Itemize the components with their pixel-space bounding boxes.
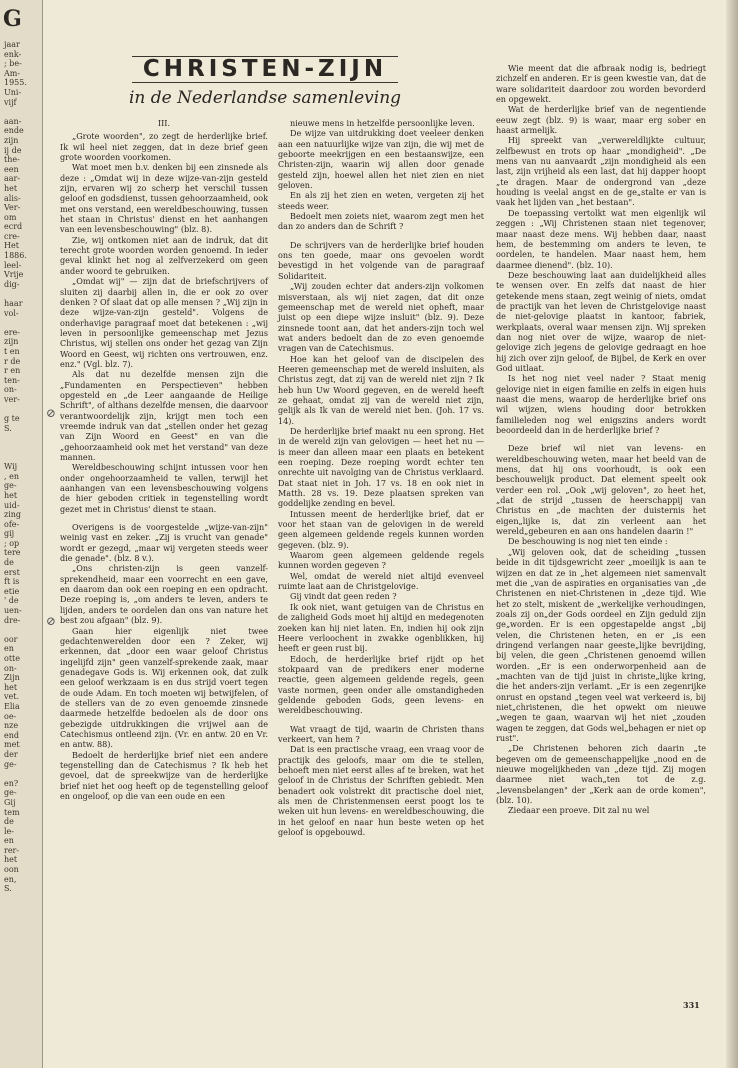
article-title: CHRISTEN-ZIJN xyxy=(142,56,388,82)
article-subtitle: in de Nederlandse samenleving xyxy=(128,88,402,108)
adjacent-page-margin xyxy=(0,0,43,1068)
paragraph: En als zij het zien en weten, vergeten zij het steeds weer. xyxy=(278,190,484,211)
paragraph: De toepassing vertolkt wat men eigenlijk wil zeggen : „Wij Christenen staan niet tegenover, maar naast deze mens. Wij hebben daar, naast hem, de bestemming om anders te leven, te oordelen, te handelen. Maar naast hem, hem daarmee dienend". (blz. 10). xyxy=(496,207,706,270)
paragraph: Gij vindt dat geen reden ? xyxy=(290,591,397,602)
paragraph: Ziedaar een proeve. Dit zal nu wel xyxy=(508,805,650,816)
paragraph: De herderlijke brief maakt nu een sprong. Het in de wereld zijn van gelovigen — heet het nu — is meer dan alleen maar een plaats en betekent een roeping. Deze roeping wordt echter ten onrechte uit navolging van de Christus verklaard. Dat staat niet in Joh. 17 vs. 18 en ook niet in Matth. 28 vs. 19. Deze plaatsen spreken van goddelijke zending en bevel. xyxy=(278,425,484,509)
paragraph: Wat de herderlijke brief van de negentiende eeuw zegt (blz. 9) is waar, maar erg sober en haast armelijk. xyxy=(496,104,706,136)
paragraph: Bedoelt de herderlijke brief niet een andere tegenstelling dan de Catechismus ? Ik heb het gevoel, dat de spreekwijze van de herderlijke brief niet het oog heeft op de tegenstelling geloof en ongeloof, op die van een oude en een xyxy=(60,749,268,801)
paragraph: Wat vraagt de tijd, waarin de Christen thans verkeert, van hem ? xyxy=(278,723,484,744)
paragraph: De wijze van uitdrukking doet veeleer denken aan een natuurlijke wijze van zijn, die wij met de geboorte meekrijgen en een bestaanswijze, een Christen-zijn, waarin wij allen door genade gesteld zijn, hoewel allen het niet zien en niet geloven. xyxy=(278,128,484,191)
paragraph: Hoe kan het geloof van de discipelen des Heeren gemeenschap met de wereld insluiten, als Christus zegt, dat zij van de wereld niet zijn ? Ik heb hun Uw Woord gegeven, en de wereld heeft ze gehaat, omdat zij van de wereld niet zijn, gelijk als Ik van de wereld niet ben. (Joh. 17 vs. 14). xyxy=(278,353,484,426)
paragraph: Deze beschouwing laat aan duidelijkheid alles te wensen over. En zelfs dat naast de hier getekende mens staan, zegt weinig of niets, omdat de practijk van het leven de Christgelovige naast de niet-gelovige plaatst in kantoor, fabriek, werkplaats, overal waar mensen zijn. Wij spreken dan nog niet over de wijze, waarop de niet-gelovige zich jegens de gelovige gedraagt en hoe hij zich over zijn geloof, de Bijbel, de Kerk en over God uitlaat. xyxy=(496,269,706,373)
paragraph: „Ons christen-zijn is geen vanzelf-sprekendheid, maar een voorrecht en een gave, en daarom dan ook een roeping en een opdracht. Deze roeping is, „om anders te leven, anders te lijden, anders te oordelen dan ons van nature het best zou afgaan" (blz. 9). xyxy=(60,563,268,626)
paragraph: Ik ook niet, want getuigen van de Christus en de zaligheid Gods moet hij altijd en medegenoten zoeken kan hij niet laten. En, indien hij ook zijn Heere verloochent in zwakke ogenblikken, hij heeft er geen rust bij. xyxy=(278,601,484,654)
paragraph: Is het nog niet veel nader ? Staat menig gelovige niet in eigen familie en zelfs in eigen huis naast die mens, waarop de herderlijke brief ons wil wijzen, wiens houding door betrokken familieleden nog wel enigszins anders wordt beoordeeld dan in de herderlijke brief ? xyxy=(496,373,706,436)
paragraph: „Wij zouden echter dat anders-zijn volkomen misverstaan, als wij niet zagen, dat dit onze gemeenschap met de wereld niet opheft, maar juist op een diepe wijze insluit" (blz. 9). Deze zinsnede toont aan, dat het anders-zijn toch wel wat anders bedoelt dan de zo even genoemde vragen van de Catechismus. xyxy=(278,281,484,354)
paragraph: Wel, omdat de wereld niet altijd evenveel ruimte laat aan de Christgelovige. xyxy=(278,570,484,592)
paragraph: Wereldbeschouwing schijnt intussen voor hen onder ongehoorzaamheid te vallen, terwijl het aanhangen van een levensbeschouwing volgens de hier geboden critiek in tegenstelling wordt gezet met in Christus' dienst te staan. xyxy=(60,462,268,514)
adjacent-page-text: jaar enk- ; be- Am- 1955. Uni- vijf aan- ende zijn ij de the- een aar- het alis- Ver- om ecrd cre- Het 1886. leel- Vrije dig- haar vol- ere- zijn t en r de r en ten- on- ver- g te S. Wij , en ge- het uid- zing ofe- gij ; op tere de erst ft is etie ' de uen- dre- oor en otte on- Zijn het vet. Elia oe- nze end met der ge- en? ge- Gij tem de le- en rer- het oon en, S. xyxy=(4,40,27,894)
paragraph: „Omdat wij" — zijn dat de briefschrijvers of sluiten zij daarbij allen in, die er ook zo over denken ? Of slaat dat op alle mensen ? „Wij zijn in deze wijze-van-zijn gesteld". Volgens de onderhavige paragraaf moet dat betekenen : „wij leven in persoonlijke gemeenschap met Jezus Christus, wij stellen ons onder het gezag van Zijn Woord en Geest, wij richten ons vertrouwen, enz. enz." (Vgl. blz. 7). xyxy=(60,276,268,369)
paragraph: De beschouwing is nog niet ten einde : xyxy=(508,536,668,547)
paragraph: Wie meent dat die afbraak nodig is, bedriegt zichzelf en anderen. Er is geen kwestie van, dat de ware solidariteit daardoor zou worden bevorderd en opgewekt. xyxy=(496,63,706,105)
paragraph: nieuwe mens in hetzelfde persoonlijke leven. xyxy=(290,118,475,128)
column-2 xyxy=(278,118,484,837)
paragraph: „Grote woorden", zo zegt de herderlijke brief. Ik wil heel niet zeggen, dat in deze brief geen grote woorden voorkomen. xyxy=(60,131,268,163)
page-number: 331 xyxy=(683,1000,700,1010)
paragraph: Bedoelt men zoiets niet, waarom zegt men het dan zo anders dan de Schrift ? xyxy=(278,211,484,232)
paragraph: Wat moet men b.v. denken bij een zinsnede als deze : „Omdat wij in deze wijze-van-zijn gesteld zijn, ervaren wij zo scherp het verschil tussen geloof en godsdienst, tussen gehoorzaamheid, ook met ons verstand, een wereldbeschouwing, tussen het staan in Christus' dienst en het aanhangen van een levensbeschouwing" (blz. 8). xyxy=(60,162,268,235)
paragraph: Dat is een practische vraag, een vraag voor de practijk des geloofs, maar om die te stellen, behoeft men niet eerst alles af te breken, wat het geloof in de Christus der Schriften gebiedt. Men benadert ook volstrekt dit practische doel niet, als men de Christenmensen eerst poogt los te weken uit hun levens- en wereldbeschouwing, die in het geloof en naar hun beste weten op het geloof is opgebouwd. xyxy=(278,744,484,838)
adjacent-page-letter: G xyxy=(3,6,22,32)
paragraph: Hij spreekt van „verwereldlijkte cultuur, zelfbewust en trots op haar „mondigheid". „De mens van nu aanvaardt „zijn mondigheid als een last, zijn vrijheid als een last, dat hij dapper hoopt „te dragen. Maar de ondergrond van „deze houding is veelal angst en de ge„stalte er van is vaak het lijden van „het bestaan". xyxy=(496,135,706,208)
title-rule-bottom xyxy=(132,82,398,83)
binding-clip-icon: ⊘ xyxy=(46,406,57,420)
paragraph: Intussen meent de herderlijke brief, dat er voor het staan van de gelovigen in de wereld geen algemeen geldende regels kunnen worden gegeven. (blz. 9). xyxy=(278,508,484,550)
page-edge xyxy=(726,0,738,1068)
paragraph: „Wij geloven ook, dat de scheiding „tussen beide in dit tijdsgewricht zeer „moeilijk is aan te wijzen en dat ze in „het algemeen niet samenvalt met die „van de aspiraties en organisaties van „de Christenen en niet-Christenen in „deze tijd. Wie het zo stelt, miskent de „werkelijke verhoudingen, zoals zij on„der Gods oordeel en Zijn geduld zijn ge„worden. Er is een opgestapelde angst „bij velen, die Christenen heten, en er „is een dringend verlangen naar geeste„lijke bevrijding, bij velen, die geen „Christenen genoemd willen worden. „Er is een onderworpenheid aan de „machten van de tijd juist in christe„lijke kring, die het anders-zijn verlamt. „Er is een zegenrijke onrust en opstand „tegen veel wat verkeerd is, bij niet„christenen, die het opwekt om nieuwe „wegen te gaan, waarvan wij het niet „zouden wagen te zeggen, dat Gods wel„behagen er niet op rust". xyxy=(496,546,706,743)
binding-clip-icon: ⊘ xyxy=(46,614,57,628)
paragraph: Zie, wij ontkomen niet aan de indruk, dat dit terecht grote woorden worden genoemd. In ieder geval klinkt het nog al zelfverzekerd om geen ander woord te gebruiken. xyxy=(60,234,268,276)
paragraph: Edoch, de herderlijke brief rijdt op het stokpaard van de predikers ener moderne reactie, geen algemeen geldende regels, geen vaste normen, geen onder alle omstandigheden geldende geboden Gods, geen levens- en wereldbeschouwing. xyxy=(278,653,484,716)
paragraph: Als dat nu dezelfde mensen zijn die „Fundamenten en Perspectieven" hebben opgesteld en „de Leer aangaande de Heilige Schrift", of althans dezelfde mensen, die daarvoor verantwoordelijk zijn, krijgt men toch een vreemde indruk van dat „stellen onder het gezag van Zijn Woord en Geest" en van die „gehoorzaamheid ook met het verstand" van deze mannen. xyxy=(60,369,268,462)
paragraph: III. xyxy=(157,118,171,128)
paragraph: Deze brief wil niet van levens- en wereldbeschouwing weten, maar het beeld van de mens, dat hij ons voorhoudt, is ook een beschouwelijk product. Dat element speelt ook verder een rol. „Ook „wij geloven", zo heet het, „dat de strijd „tussen de heerschappij van Christus en „de machten der duisternis het eigen„lijke is, dat zin verleent aan het wereld„gebeuren en aan ons handelen daarin !" xyxy=(496,443,706,537)
column-1 xyxy=(60,118,268,801)
paragraph: Overigens is de voorgestelde „wijze-van-zijn" weinig vast en zeker. „Zij is vrucht van genade" wordt er gezegd, „maar wij vergeten steeds weer die genade". (blz. 8 v.). xyxy=(60,522,268,564)
paragraph: Gaan hier eigenlijk niet twee gedachtenwerelden door een ? Zeker, wij erkennen, dat „door een waar geloof Christus ingelijfd zijn" geen vanzelf-sprekende zaak, maar genadegave Gods is. Wij erkennen ook, dat zulk een geloof werkzaam is en dus strijd voert tegen de oude Adam. En toch moeten wij betwijfelen, of de stellers van de zo even genoemde zinsnede daarmede hetzelfde bedoelen als de door ons gebezigde uitdrukkingen die vrijwel aan de Catechismus ontleend zijn. (Vr. en antw. 20 en Vr. en antw. 88). xyxy=(60,625,268,750)
column-3 xyxy=(496,63,706,816)
paragraph: Waarom geen algemeen geldende regels kunnen worden gegeven ? xyxy=(278,550,484,571)
paragraph: „De Christenen behoren zich daarin „te begeven om de gemeenschappelijke „nood en de nieuwe mogelijkheden van „deze tijd. Zij mogen daarmee niet wach„ten tot de z.g. „levensbelangen" der „Kerk aan de orde komen", (blz. 10). xyxy=(496,743,706,806)
paragraph: De schrijvers van de herderlijke brief houden ons ten goede, maar ons gevoelen wordt bevestigd in het volgende van de paragraaf Solidariteit. xyxy=(278,239,484,281)
